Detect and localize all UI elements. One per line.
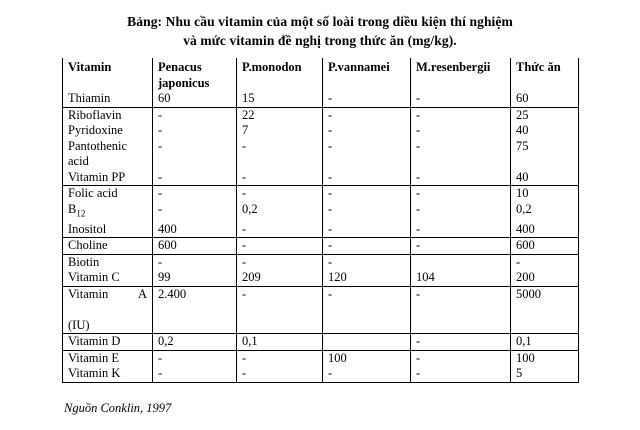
vitamin-label: Thiamin — [68, 91, 111, 105]
cell-p-vannamei: - — [323, 170, 411, 186]
cell-m-resenbergii: - — [411, 139, 511, 170]
cell-penacus-japonicus: - — [153, 350, 237, 366]
vitamin-label: Vitamin E — [68, 350, 119, 365]
cell-m-resenbergii: - — [411, 222, 511, 238]
table-row — [63, 170, 579, 186]
vitamin-label: Folic acid — [68, 186, 118, 200]
cell-p-monodon: - — [237, 350, 323, 366]
cell-vitamin-name — [63, 270, 153, 286]
cell-vitamin-name — [63, 334, 153, 351]
table-row — [63, 350, 579, 366]
cell-thuc-an: - — [511, 254, 579, 270]
cell-thuc-an: 60 — [511, 91, 579, 107]
cell-m-resenbergii: - — [411, 350, 511, 366]
vitamin-label-line2: acid — [68, 154, 89, 168]
cell-thuc-an: 10 — [511, 186, 579, 202]
cell-vitamin-name — [63, 350, 153, 366]
vitamin-label: Pyridoxine — [68, 123, 123, 137]
cell-thuc-an: 40 — [511, 123, 579, 139]
table-row — [63, 254, 579, 270]
cell-p-vannamei: 120 — [323, 270, 411, 286]
cell-vitamin-name — [63, 170, 153, 186]
cell-penacus-japonicus: 400 — [153, 222, 237, 238]
cell-p-monodon: - — [237, 238, 323, 255]
vitamin-label-line2: (IU) — [68, 317, 90, 332]
table-row — [63, 123, 579, 139]
vitamin-label: Pantothenic — [68, 138, 128, 153]
cell-penacus-japonicus: - — [153, 139, 237, 170]
cell-m-resenbergii: - — [411, 202, 511, 222]
cell-p-vannamei: - — [323, 254, 411, 270]
vitamin-label: Vitamin K — [68, 366, 121, 380]
cell-p-vannamei: - — [323, 107, 411, 123]
table-row — [63, 186, 579, 202]
cell-p-vannamei: - — [323, 139, 411, 170]
cell-penacus-japonicus: 60 — [153, 91, 237, 107]
table-row — [63, 222, 579, 238]
cell-penacus-japonicus: 0,2 — [153, 334, 237, 351]
cell-p-monodon: - — [237, 366, 323, 382]
table-row — [63, 238, 579, 255]
column-header-m-resenbergii: M.resenbergii — [411, 58, 511, 91]
cell-m-resenbergii: - — [411, 123, 511, 139]
cell-p-vannamei: - — [323, 123, 411, 139]
vitamin-label: Choline — [68, 238, 108, 252]
cell-vitamin-name — [63, 107, 153, 123]
cell-p-vannamei: - — [323, 202, 411, 222]
cell-p-vannamei — [323, 334, 411, 351]
caption-line-1: Bảng: Nhu cầu vitamin của một số loài trong diều kiện thí nghiệm — [127, 14, 513, 29]
column-header-vitamin: Vitamin — [63, 58, 153, 91]
table-header — [63, 58, 579, 91]
vitamin-label: Inositol — [68, 221, 107, 236]
cell-p-monodon: - — [237, 186, 323, 202]
vitamin-label: Riboflavin — [68, 107, 122, 122]
cell-vitamin-name — [63, 123, 153, 139]
cell-p-vannamei: - — [323, 222, 411, 238]
cell-vitamin-name — [63, 238, 153, 255]
table-caption — [60, 12, 580, 50]
source-note: Nguồn Conklin, 1997 — [64, 401, 172, 415]
cell-m-resenbergii: - — [411, 107, 511, 123]
cell-penacus-japonicus: - — [153, 170, 237, 186]
cell-m-resenbergii: - — [411, 366, 511, 382]
cell-p-monodon: - — [237, 139, 323, 170]
cell-p-monodon: - — [237, 222, 323, 238]
cell-vitamin-name — [63, 91, 153, 107]
table-row — [63, 270, 579, 286]
column-header-p-monodon: P.monodon — [237, 58, 323, 91]
cell-vitamin-name — [63, 202, 153, 222]
cell-thuc-an: 5 — [511, 366, 579, 382]
caption-line-2: và mức vitamin đề nghị trong thức ăn (mg/kg). — [183, 33, 457, 48]
table-row — [63, 139, 579, 170]
table-row — [63, 366, 579, 382]
header-row — [63, 58, 579, 91]
header-penacus-line2: japonicus — [158, 75, 210, 90]
table-body — [63, 91, 579, 382]
cell-m-resenbergii: - — [411, 170, 511, 186]
column-header-p-vannamei: P.vannamei — [323, 58, 411, 91]
cell-m-resenbergii: - — [411, 186, 511, 202]
vitamin-label: Biotin — [68, 254, 100, 269]
cell-m-resenbergii: - — [411, 238, 511, 255]
cell-p-monodon: - — [237, 286, 323, 334]
cell-p-monodon: 22 — [237, 107, 323, 123]
cell-thuc-an: 100 — [511, 350, 579, 366]
cell-p-vannamei: - — [323, 238, 411, 255]
cell-thuc-an: 400 — [511, 222, 579, 238]
cell-p-monodon: 7 — [237, 123, 323, 139]
cell-m-resenbergii: - — [411, 334, 511, 351]
cell-thuc-an: 600 — [511, 238, 579, 255]
cell-p-monodon: 0,1 — [237, 334, 323, 351]
cell-penacus-japonicus: - — [153, 107, 237, 123]
cell-penacus-japonicus: - — [153, 123, 237, 139]
cell-m-resenbergii — [411, 254, 511, 270]
cell-thuc-an: 40 — [511, 170, 579, 186]
cell-thuc-an: 0,2 — [511, 202, 579, 222]
vitamin-label: B — [68, 201, 77, 216]
cell-thuc-an: 75 — [511, 139, 579, 170]
vitamin-table-container — [62, 58, 578, 383]
cell-penacus-japonicus: - — [153, 254, 237, 270]
cell-vitamin-name — [63, 366, 153, 382]
vitamin-label: Vitamin C — [68, 270, 120, 284]
header-penacus-line1: Penacus — [158, 60, 202, 74]
table-row — [63, 286, 579, 334]
cell-p-vannamei: - — [323, 366, 411, 382]
cell-penacus-japonicus: - — [153, 186, 237, 202]
cell-vitamin-name — [63, 139, 153, 170]
cell-penacus-japonicus: - — [153, 202, 237, 222]
cell-p-vannamei: - — [323, 286, 411, 334]
cell-p-monodon: - — [237, 170, 323, 186]
cell-m-resenbergii: 104 — [411, 270, 511, 286]
cell-p-vannamei: - — [323, 186, 411, 202]
vitamin-subscript: 12 — [76, 208, 86, 218]
column-header-penacus-japonicus — [153, 58, 237, 91]
table-row — [63, 202, 579, 222]
table-row — [63, 91, 579, 107]
cell-thuc-an: 25 — [511, 107, 579, 123]
cell-p-monodon: 15 — [237, 91, 323, 107]
cell-p-monodon: - — [237, 254, 323, 270]
cell-vitamin-name — [63, 186, 153, 202]
cell-penacus-japonicus: 600 — [153, 238, 237, 255]
cell-vitamin-name — [63, 254, 153, 270]
cell-m-resenbergii: - — [411, 286, 511, 334]
vitamin-label: Vitamin D — [68, 334, 121, 348]
cell-thuc-an: 200 — [511, 270, 579, 286]
cell-penacus-japonicus: - — [153, 366, 237, 382]
cell-vitamin-name — [63, 286, 153, 334]
cell-penacus-japonicus: 2.400 — [153, 286, 237, 334]
table-row — [63, 334, 579, 351]
vitamin-requirement-table — [62, 58, 579, 383]
cell-p-monodon: 0,2 — [237, 202, 323, 222]
table-row — [63, 107, 579, 123]
cell-p-vannamei: - — [323, 91, 411, 107]
cell-vitamin-name — [63, 222, 153, 238]
cell-p-vannamei: 100 — [323, 350, 411, 366]
column-header-thuc-an: Thức ăn — [511, 58, 579, 91]
cell-m-resenbergii: - — [411, 91, 511, 107]
cell-thuc-an: 5000 — [511, 286, 579, 334]
vitamin-label: Vitamin PP — [68, 169, 126, 184]
cell-p-monodon: 209 — [237, 270, 323, 286]
cell-penacus-japonicus: 99 — [153, 270, 237, 286]
cell-thuc-an: 0,1 — [511, 334, 579, 351]
vitamin-label: Vitamin A — [68, 286, 147, 301]
